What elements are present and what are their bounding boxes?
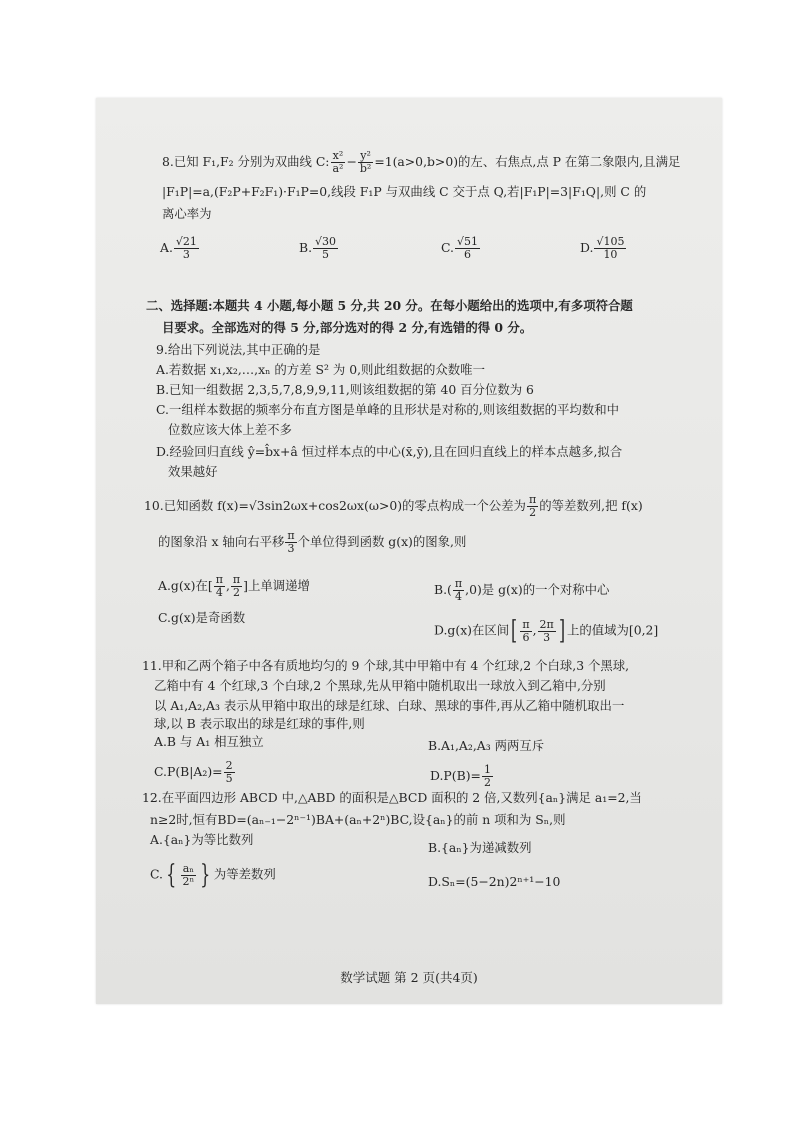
q9-option-d-line1: D.经验回归直线 ŷ=b̂x+â 恒过样本点的中心(x̄,ȳ),且在回归直线上的样本点越多,拟合 bbox=[156, 444, 623, 459]
q9-stem: 9.给出下列说法,其中正确的是 bbox=[156, 342, 321, 357]
q10-option-b bbox=[434, 578, 609, 603]
exam-page bbox=[96, 98, 722, 1004]
q11-option-b: B.A₁,A₂,A₃ 两两互斥 bbox=[428, 738, 545, 753]
q10-option-c: C.g(x)是奇函数 bbox=[158, 610, 246, 625]
den: 5 bbox=[225, 772, 233, 785]
q10-l1-a: 10.已知函数 f(x)=√3sin2ωx+cos2ωx(ω>0)的零点构成一个公差为 bbox=[144, 498, 526, 513]
q12-line2: n≥2时,恒有BD=(aₙ₋₁−2ⁿ⁻¹)BA+(aₙ+2ⁿ)BC,设{aₙ}的前 n 项和为 Sₙ,则 bbox=[150, 812, 566, 827]
q10-line1 bbox=[144, 494, 643, 519]
den: 6 bbox=[522, 630, 530, 644]
pre: C.P(B|A₂)= bbox=[154, 764, 223, 779]
post: ]上单调递增 bbox=[243, 578, 310, 593]
num: 2π bbox=[539, 617, 554, 631]
q8-option-c bbox=[441, 236, 481, 261]
q12-option-a: A.{aₙ}为等比数列 bbox=[150, 832, 254, 847]
num: π bbox=[528, 493, 537, 506]
den: 2 bbox=[233, 586, 240, 599]
hyp-x-den: a² bbox=[332, 162, 344, 175]
opt-label: D. bbox=[580, 240, 594, 255]
q8-line2: |F₁P|=a,(F₂P+F₂F₁)·F₁P=0,线段 F₁P 与双曲线 C 交于点 Q,若|F₁P|=3|F₁Q|,则 C 的 bbox=[162, 184, 647, 199]
den: 4 bbox=[455, 590, 462, 603]
q12-option-d: D.Sₙ=(5−2n)2ⁿ⁺¹−10 bbox=[428, 874, 561, 889]
right-bracket: ] bbox=[558, 616, 565, 646]
opt-num: √30 bbox=[315, 235, 337, 248]
hyperbola-y-frac bbox=[358, 150, 373, 175]
den: 2 bbox=[529, 506, 537, 519]
num: π bbox=[232, 573, 241, 586]
pre: B.( bbox=[434, 582, 452, 597]
opt-den: 5 bbox=[322, 248, 330, 261]
q9-option-c-line2: 位数应该大体上差不多 bbox=[168, 422, 292, 437]
opt-num: √105 bbox=[596, 235, 625, 248]
den: 2 bbox=[483, 776, 491, 789]
q12-option-b: B.{aₙ}为递减数列 bbox=[428, 840, 532, 855]
q11-option-c bbox=[154, 760, 236, 785]
opt-den: 10 bbox=[603, 248, 618, 261]
section2-line2: 目要求。全部选对的得 5 分,部分选对的得 2 分,有选错的得 0 分。 bbox=[162, 320, 533, 335]
q8-line1-b: =1(a>0,b>0)的左、右焦点,点 P 在第二象限内,且满足 bbox=[374, 154, 681, 169]
q9-option-a: A.若数据 x₁,x₂,…,xₙ 的方差 S² 为 0,则此组数据的众数唯一 bbox=[156, 362, 485, 377]
page-footer: 数学试题 第 2 页(共4页) bbox=[340, 970, 478, 985]
q10-frac-2 bbox=[285, 530, 296, 555]
num: 2 bbox=[225, 759, 233, 772]
pre: D.g(x)在区间 bbox=[434, 622, 510, 638]
q10-frac-1 bbox=[527, 494, 538, 519]
q11-line2: 乙箱中有 4 个红球,3 个白球,2 个黑球,先从甲箱中随机取出一球放入到乙箱中,分别 bbox=[154, 678, 606, 693]
pre: A.g(x)在[ bbox=[158, 578, 213, 593]
den: 2ⁿ bbox=[182, 874, 195, 888]
q8-option-d bbox=[580, 236, 627, 261]
hyp-y-den: b² bbox=[359, 162, 372, 175]
opt-label: A. bbox=[160, 240, 173, 255]
q11-line3: 以 A₁,A₂,A₃ 表示从甲箱中取出的球是红球、白球、黑球的事件,再从乙箱中随机取出一 bbox=[154, 698, 625, 713]
opt-den: 6 bbox=[463, 248, 471, 261]
q10-l2-b: 个单位得到函数 g(x)的图象,则 bbox=[297, 534, 467, 549]
q8-line1-a: 8.已知 F₁,F₂ 分别为双曲线 C: bbox=[162, 154, 330, 169]
q10-l1-b: 的等差数列,把 f(x) bbox=[539, 498, 643, 513]
q9-option-d-line2: 效果越好 bbox=[168, 464, 218, 479]
q11-option-a: A.B 与 A₁ 相互独立 bbox=[154, 734, 264, 749]
q11-line1: 11.甲和乙两个箱子中各有质地均匀的 9 个球,其中甲箱中有 4 个红球,2 个白球,3 个黑球, bbox=[142, 658, 630, 673]
pre: D.P(B)= bbox=[430, 768, 481, 783]
left-brace: { bbox=[166, 860, 177, 890]
pre: C. bbox=[150, 866, 163, 882]
den: 4 bbox=[215, 586, 223, 599]
hyp-x-num: x² bbox=[331, 150, 346, 163]
num: π bbox=[287, 529, 295, 542]
q10-option-d: D.g(x)在区间[ $\frac{\pi}{6}$ , $\frac{2\pi}{3}$ ] 上的值域为[0,2] bbox=[434, 616, 659, 646]
num: aₙ bbox=[181, 863, 197, 876]
opt-num: √51 bbox=[456, 235, 478, 248]
q10-option-a: A.g(x)在[ $\frac{\pi}{4}$ , $\frac{\pi}{2}$ ]上单调递增 bbox=[158, 573, 310, 599]
q8-option-a bbox=[160, 236, 200, 261]
q10-l2-a: 的图象沿 x 轴向右平移 bbox=[158, 534, 285, 549]
q9-option-b: B.已知一组数据 2,3,5,7,8,9,9,11,则该组数据的第 40 百分位数为 6 bbox=[156, 382, 534, 397]
opt-num: √21 bbox=[175, 235, 197, 248]
q8-option-b bbox=[299, 236, 339, 261]
q11-option-d bbox=[430, 764, 494, 789]
opt-den: 3 bbox=[182, 248, 190, 261]
num: π bbox=[522, 617, 530, 631]
den: 3 bbox=[287, 542, 295, 555]
num: 1 bbox=[483, 763, 491, 776]
q12-option-c bbox=[150, 862, 276, 888]
q10-line2 bbox=[158, 530, 466, 555]
hyp-y-num: y² bbox=[358, 150, 373, 163]
q11-line4: 球,以 B 表示取出的球是红球的事件,则 bbox=[154, 716, 365, 731]
section2-line1: 二、选择题:本题共 4 小题,每小题 5 分,共 20 分。在每小题给出的选项中,有多项符合题 bbox=[146, 298, 633, 313]
q9-option-c-line1: C.一组样本数据的频率分布直方图是单峰的且形状是对称的,则该组数据的平均数和中 bbox=[156, 402, 619, 417]
num: π bbox=[215, 573, 223, 586]
post: 为等差数列 bbox=[213, 866, 276, 882]
post: ,0)是 g(x)的一个对称中心 bbox=[465, 582, 610, 597]
opt-label: B. bbox=[299, 240, 313, 255]
opt-label: C. bbox=[441, 240, 454, 255]
den: 3 bbox=[543, 630, 551, 644]
left-bracket: [ bbox=[511, 616, 518, 646]
q12-line1: 12.在平面四边形 ABCD 中,△ABD 的面积是△BCD 面积的 2 倍,又数列{aₙ}满足 a₁=2,当 bbox=[142, 790, 642, 805]
right-brace: } bbox=[200, 860, 211, 890]
post: 上的值域为[0,2] bbox=[566, 622, 659, 638]
num: π bbox=[454, 577, 463, 590]
hyperbola-x-frac bbox=[331, 150, 346, 175]
q8-line3: 离心率为 bbox=[162, 206, 212, 221]
q8-line1: 8.已知 F₁,F₂ 分别为双曲线 C: $\frac{\text{x²}}{\text{a²}}$ − $\frac{\text{y²}}{\text{b²}}$ =1(a>0,b>0)的左、右焦点,点 P 在第二象限内,且满足 bbox=[162, 149, 681, 175]
